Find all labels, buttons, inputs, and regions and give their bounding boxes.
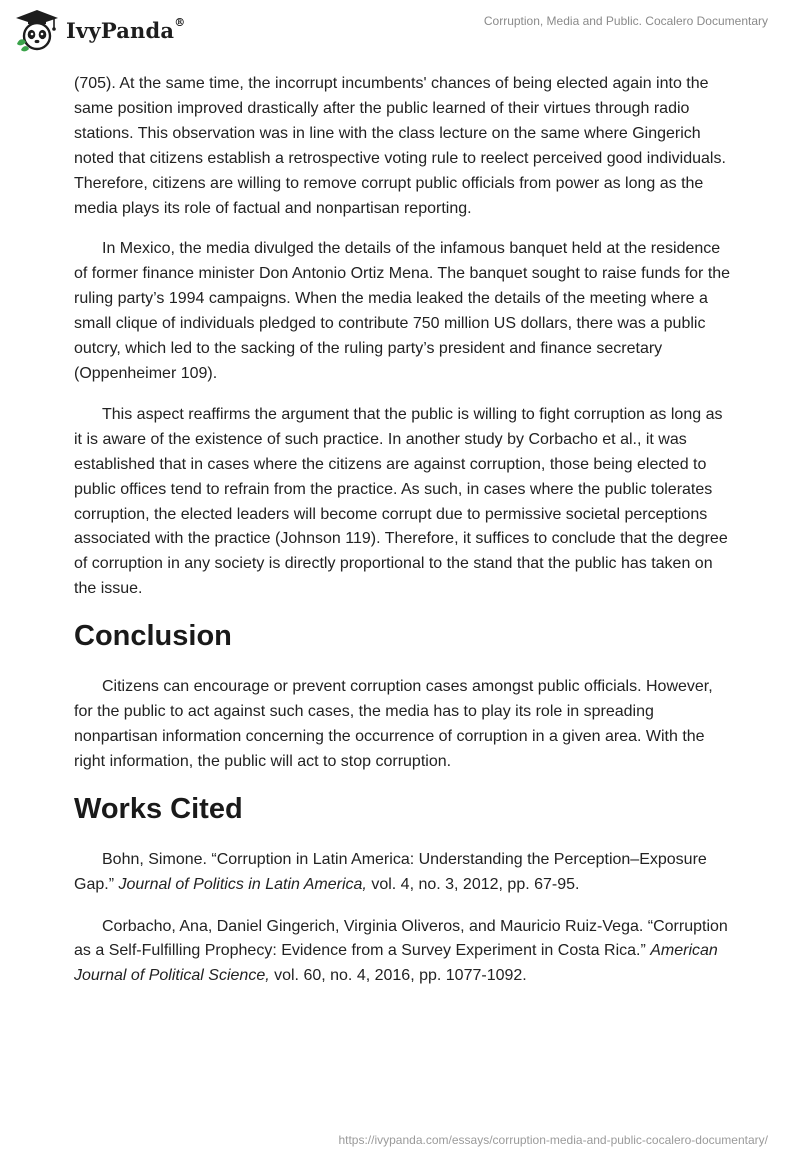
conclusion-heading: Conclusion: [74, 620, 232, 653]
citation-item: Bohn, Simone. “Corruption in Latin America: Understanding the Perception–Exposure Gap.” Journal of Politics in Latin America, vol. 4, no. 3, 2012, pp. 67-95.: [74, 850, 707, 893]
citation-journal: American Journal of Political Science,: [74, 942, 718, 985]
brand-name: IvyPanda®: [66, 15, 186, 43]
source-url-link[interactable]: https://ivypanda.com/essays/corruption-media-and-public-cocalero-documentary/: [338, 1133, 768, 1147]
page-header: [0, 0, 800, 60]
ivypanda-logo[interactable]: [14, 8, 185, 52]
paragraph-mexico: In Mexico, the media divulged the details of the infamous banquet held at the residence of former finance minister Don Antonio Ortiz Mena. The banquet sought to raise funds for the ruling party’s 1994 campaigns. When the media leaked the details of the meeting where a small clique of individuals pledged to contribute 750 million US dollars, there was a public outcry, which led to the sacking of the ruling party’s president and finance secretary (Oppenheimer 109).: [74, 240, 731, 382]
trademark-symbol: ®: [174, 15, 186, 29]
essay-content: [74, 72, 734, 1006]
panda-graduate-icon: [14, 8, 60, 52]
paragraph-reaffirm: This aspect reaffirms the argument that the public is willing to fight corruption as long as it is aware of the existence of such practice. In another study by Corbacho et al., it was established that in cases where the citizens are against corruption, those being elected to public offices tend to refrain from the practice. As such, in cases where the public tolerates corruption, the elected leaders will become corrupt due to permissive societal perceptions associated with the practice (Johnson 119). Therefore, it suffices to conclude that the degree of corruption in any society is directly proportional to the stand that the public has taken on the issue.: [74, 405, 728, 598]
conclusion-paragraph: Citizens can encourage or prevent corruption cases amongst public officials. However, for the public to act against such cases, the media has to play its role in spreading nonpartisan information concerning the occurrence of corruption in a given area. With the right information, the public will act to stop corruption.: [74, 678, 713, 770]
works-cited-heading: Works Cited: [74, 792, 243, 825]
citation-item: Corbacho, Ana, Daniel Gingerich, Virginia Oliveros, and Mauricio Ruiz-Vega. “Corruption as a Self-Fulfilling Prophecy: Evidence from a Survey Experiment in Costa Rica.” American Journal of Political Science, vol. 60, no. 4, 2016, pp. 1077-1092.: [74, 917, 728, 985]
citation-journal: Journal of Politics in Latin America,: [118, 875, 367, 893]
document-title: Corruption, Media and Public. Cocalero Documentary: [483, 14, 768, 28]
paragraph-continuation: (705). At the same time, the incorrupt incumbents' chances of being elected again into the same position improved drastically after the public learned of their virtues through radio stations. This observation was in line with the class lecture on the same where Gingerich noted that citizens establish a retrospective voting rule to reelect perceived good individuals. Therefore, citizens are willing to remove corrupt public officials from power as long as the media plays its role of factual and nonpartisan reporting.: [74, 75, 726, 217]
